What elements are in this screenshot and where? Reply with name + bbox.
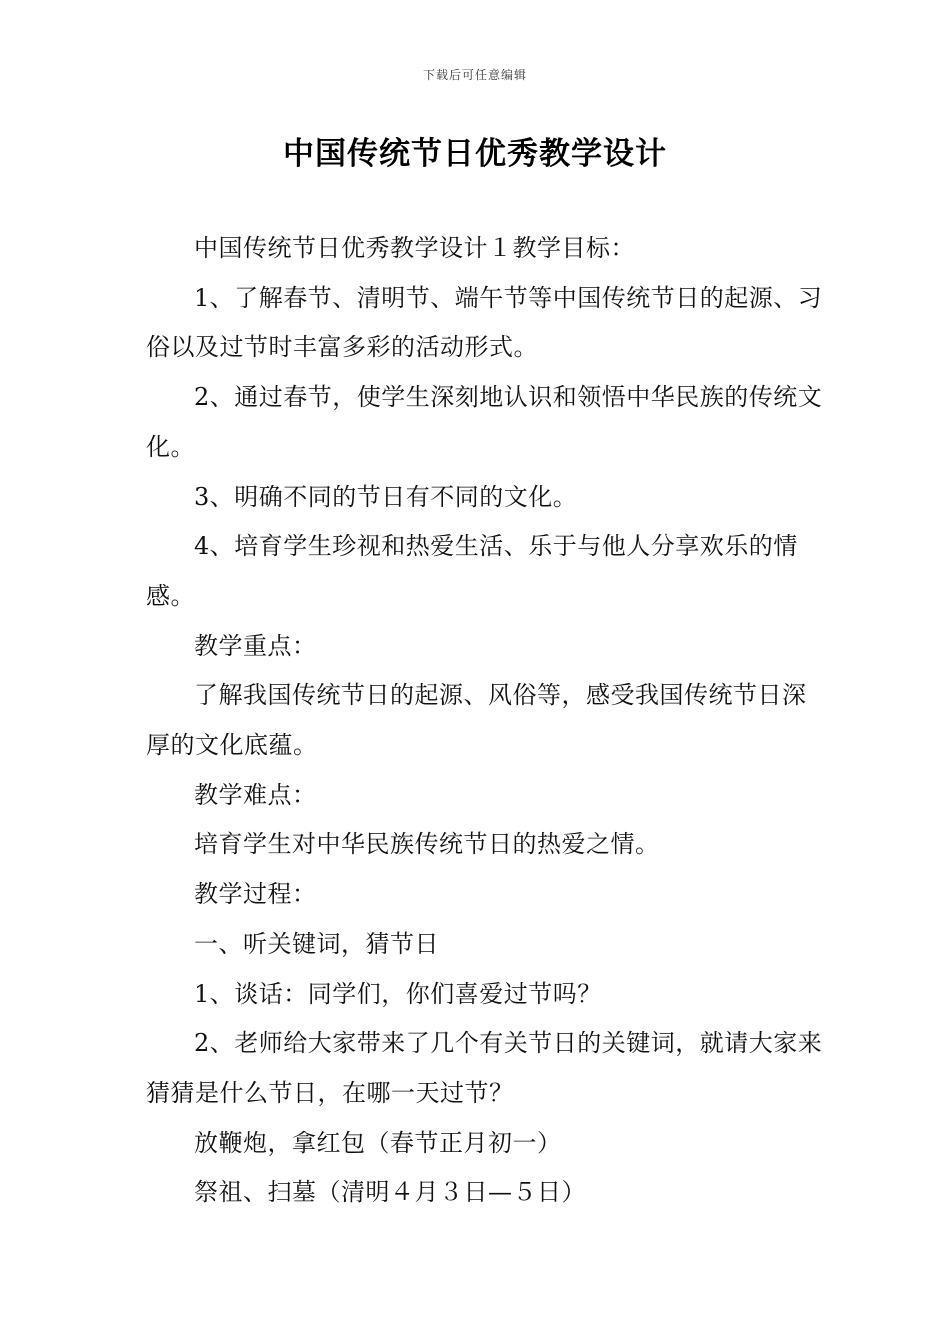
paragraph: 祭祖、扫墓（清明４月３日—５日） — [194, 1178, 586, 1207]
paragraph: 教学难点： — [194, 780, 317, 809]
paragraph: 1、谈话：同学们，你们喜爱过节吗？ — [194, 979, 602, 1008]
paragraph: 了解我国传统节日的起源、风俗等，感受我国传统节日深厚的文化底蕴。 — [146, 681, 807, 760]
paragraph: 4、培育学生珍视和热爱生活、乐于与他人分享欢乐的情感。 — [146, 532, 798, 610]
paragraph: 放鞭炮，拿红包（春节正月初一） — [194, 1128, 562, 1157]
paragraph: 2、通过春节，使学生深刻地认识和领悟中华民族的传统文化。 — [146, 383, 823, 461]
paragraph: 一、听关键词，猜节日 — [194, 929, 439, 958]
paragraph: 2、老师给大家带来了几个有关节日的关键词，就请大家来猜猜是什么节日，在哪一天过节？ — [146, 1029, 823, 1107]
paragraph: 1、了解春节、清明节、端午节等中国传统节日的起源、习俗以及过节时丰富多彩的活动形式。 — [146, 283, 823, 362]
paragraph: 教学重点： — [194, 631, 317, 660]
document-body — [146, 224, 826, 1218]
header-note: 下载后可任意编辑 — [422, 68, 527, 82]
paragraph: 培育学生对中华民族传统节日的热爱之情。 — [194, 830, 660, 859]
paragraph: 教学过程： — [194, 880, 317, 909]
document-title: 中国传统节日优秀教学设计 — [283, 136, 667, 172]
paragraph: 3、明确不同的节日有不同的文化。 — [194, 482, 578, 511]
paragraph: 中国传统节日优秀教学设计１教学目标： — [194, 234, 635, 262]
